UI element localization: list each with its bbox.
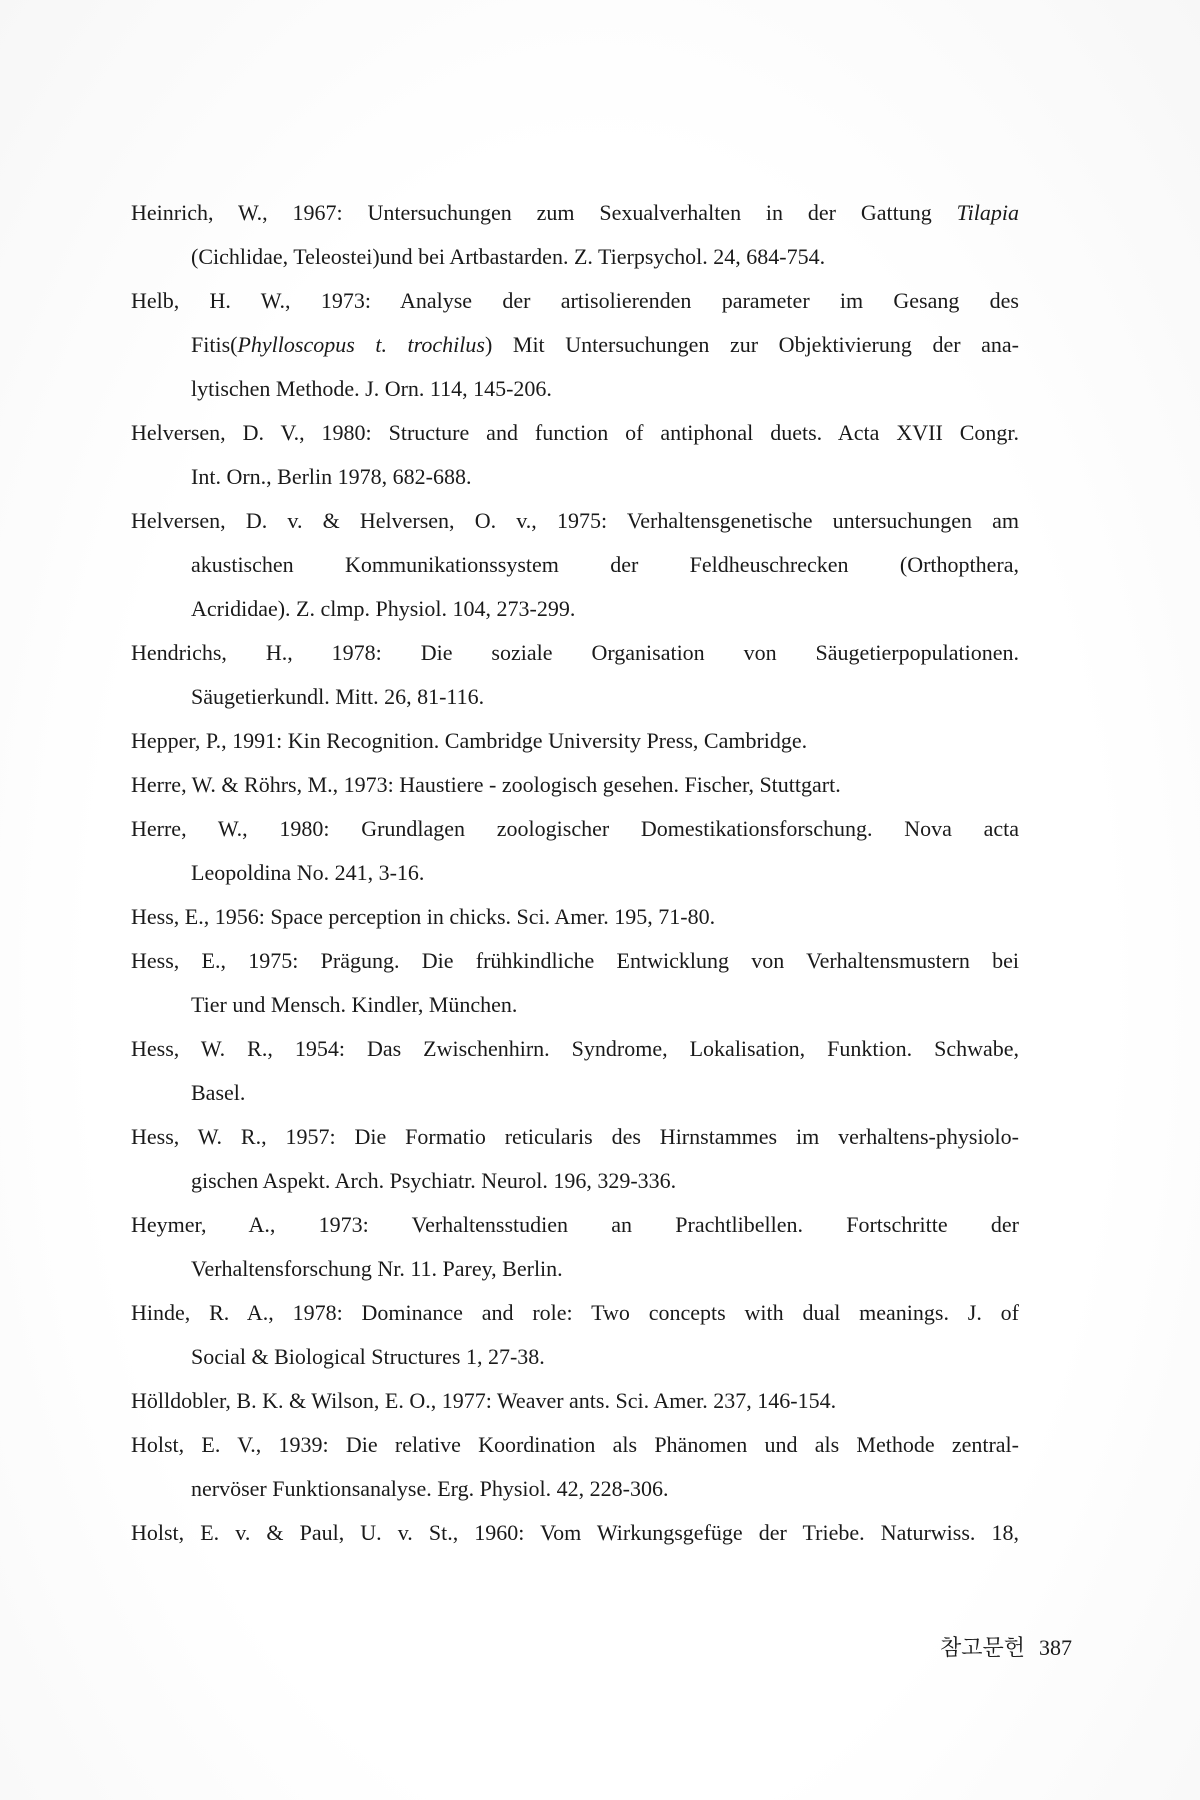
reference-first-line (131, 719, 1019, 763)
reference-entry (131, 279, 1019, 411)
reference-text: Holst, E. V., 1939: Die relative Koordination als Phänomen und als Methode zentral- (131, 1432, 1019, 1457)
footer-section-title: 참고문헌 (940, 1635, 1026, 1660)
reference-continuation-line (131, 587, 1019, 631)
reference-text: Tier und Mensch. Kindler, München. (191, 992, 518, 1017)
reference-first-line (131, 1423, 1019, 1467)
reference-first-line (131, 499, 1019, 543)
reference-first-line (131, 807, 1019, 851)
reference-entry (131, 719, 1019, 763)
reference-text: Acrididae). Z. clmp. Physiol. 104, 273-299. (191, 596, 576, 621)
reference-continuation-line (131, 367, 1019, 411)
reference-continuation-line (131, 1467, 1019, 1511)
reference-first-line (131, 1027, 1019, 1071)
reference-text: Hess, E., 1956: Space perception in chicks. Sci. Amer. 195, 71-80. (131, 904, 716, 929)
reference-continuation-line (131, 1159, 1019, 1203)
reference-first-line (131, 939, 1019, 983)
reference-text: ) Mit Untersuchungen zur Objektivierung der ana- (484, 332, 1019, 357)
reference-continuation-line (131, 1335, 1019, 1379)
reference-entry (131, 191, 1019, 279)
reference-entry (131, 1115, 1019, 1203)
reference-continuation-line (131, 323, 1019, 367)
reference-entry (131, 939, 1019, 1027)
reference-entry (131, 807, 1019, 895)
reference-entry (131, 499, 1019, 631)
reference-continuation-line (131, 1071, 1019, 1115)
reference-entry (131, 763, 1019, 807)
reference-entry (131, 411, 1019, 499)
reference-entry (131, 1379, 1019, 1423)
reference-continuation-line (131, 675, 1019, 719)
reference-text: akustischen Kommunikationssystem der Feldheuschrecken (Orthopthera, (191, 552, 1019, 577)
page-footer (940, 1632, 1072, 1664)
reference-list (131, 191, 1019, 1555)
reference-text: Holst, E. v. & Paul, U. v. St., 1960: Vom Wirkungsgefüge der Triebe. Naturwiss. 18, (131, 1520, 1019, 1545)
reference-text: Helb, H. W., 1973: Analyse der artisolierenden parameter im Gesang des (131, 288, 1019, 313)
reference-entry (131, 1423, 1019, 1511)
reference-first-line (131, 895, 1019, 939)
reference-text: Int. Orn., Berlin 1978, 682-688. (191, 464, 472, 489)
reference-text: Hinde, R. A., 1978: Dominance and role: Two concepts with dual meanings. J. of (131, 1300, 1019, 1325)
reference-first-line (131, 1115, 1019, 1159)
reference-first-line (131, 411, 1019, 455)
reference-entry (131, 631, 1019, 719)
page-number: 387 (1039, 1635, 1073, 1660)
reference-text: Hendrichs, H., 1978: Die soziale Organisation von Säugetierpopulationen. (131, 640, 1019, 665)
reference-text: lytischen Methode. J. Orn. 114, 145-206. (191, 376, 552, 401)
reference-entry (131, 895, 1019, 939)
reference-continuation-line (131, 851, 1019, 895)
reference-entry (131, 1203, 1019, 1291)
reference-first-line (131, 1203, 1019, 1247)
reference-first-line (131, 279, 1019, 323)
reference-first-line (131, 191, 1019, 235)
reference-continuation-line (131, 235, 1019, 279)
reference-text: Helversen, D. V., 1980: Structure and function of antiphonal duets. Acta XVII Congr. (131, 420, 1019, 445)
reference-text: Herre, W. & Röhrs, M., 1973: Haustiere - zoologisch gesehen. Fischer, Stuttgart. (131, 772, 841, 797)
reference-text: Basel. (191, 1080, 246, 1105)
reference-text: Fitis( (191, 332, 238, 357)
reference-text: Herre, W., 1980: Grundlagen zoologischer Domestikationsforschung. Nova acta (131, 816, 1019, 841)
reference-text: Heinrich, W., 1967: Untersuchungen zum Sexualverhalten in der Gattung (131, 200, 957, 225)
reference-text: Heymer, A., 1973: Verhaltensstudien an Prachtlibellen. Fortschritte der (131, 1212, 1019, 1237)
reference-text: Social & Biological Structures 1, 27-38. (191, 1344, 545, 1369)
reference-first-line (131, 1379, 1019, 1423)
reference-text: (Cichlidae, Teleostei)und bei Artbastarden. Z. Tierpsychol. 24, 684-754. (191, 244, 826, 269)
reference-first-line (131, 631, 1019, 675)
reference-continuation-line (131, 543, 1019, 587)
reference-entry (131, 1511, 1019, 1555)
reference-text: Hess, E., 1975: Prägung. Die frühkindliche Entwicklung von Verhaltensmustern bei (131, 948, 1019, 973)
reference-text: Säugetierkundl. Mitt. 26, 81-116. (191, 684, 485, 709)
reference-text: nervöser Funktionsanalyse. Erg. Physiol. 42, 228-306. (191, 1476, 669, 1501)
reference-first-line (131, 763, 1019, 807)
reference-text: Helversen, D. v. & Helversen, O. v., 1975: Verhaltensgenetische untersuchungen am (131, 508, 1019, 533)
reference-text: Hess, W. R., 1957: Die Formatio reticularis des Hirnstammes im verhaltens-physiolo- (131, 1124, 1019, 1149)
italic-text: Phylloscopus t. trochilus (237, 332, 485, 357)
reference-first-line (131, 1511, 1019, 1555)
reference-continuation-line (131, 455, 1019, 499)
reference-text: Hess, W. R., 1954: Das Zwischenhirn. Syndrome, Lokalisation, Funktion. Schwabe, (131, 1036, 1019, 1061)
reference-text: gischen Aspekt. Arch. Psychiatr. Neurol. 196, 329-336. (191, 1168, 677, 1193)
reference-entry (131, 1291, 1019, 1379)
reference-first-line (131, 1291, 1019, 1335)
reference-text: Hölldobler, B. K. & Wilson, E. O., 1977: Weaver ants. Sci. Amer. 237, 146-154. (131, 1388, 837, 1413)
reference-continuation-line (131, 1247, 1019, 1291)
italic-text: Tilapia (956, 200, 1019, 225)
reference-text: Verhaltensforschung Nr. 11. Parey, Berlin. (191, 1256, 563, 1281)
reference-continuation-line (131, 983, 1019, 1027)
reference-text: Hepper, P., 1991: Kin Recognition. Cambridge University Press, Cambridge. (131, 728, 808, 753)
reference-text: Leopoldina No. 241, 3-16. (191, 860, 425, 885)
reference-entry (131, 1027, 1019, 1115)
